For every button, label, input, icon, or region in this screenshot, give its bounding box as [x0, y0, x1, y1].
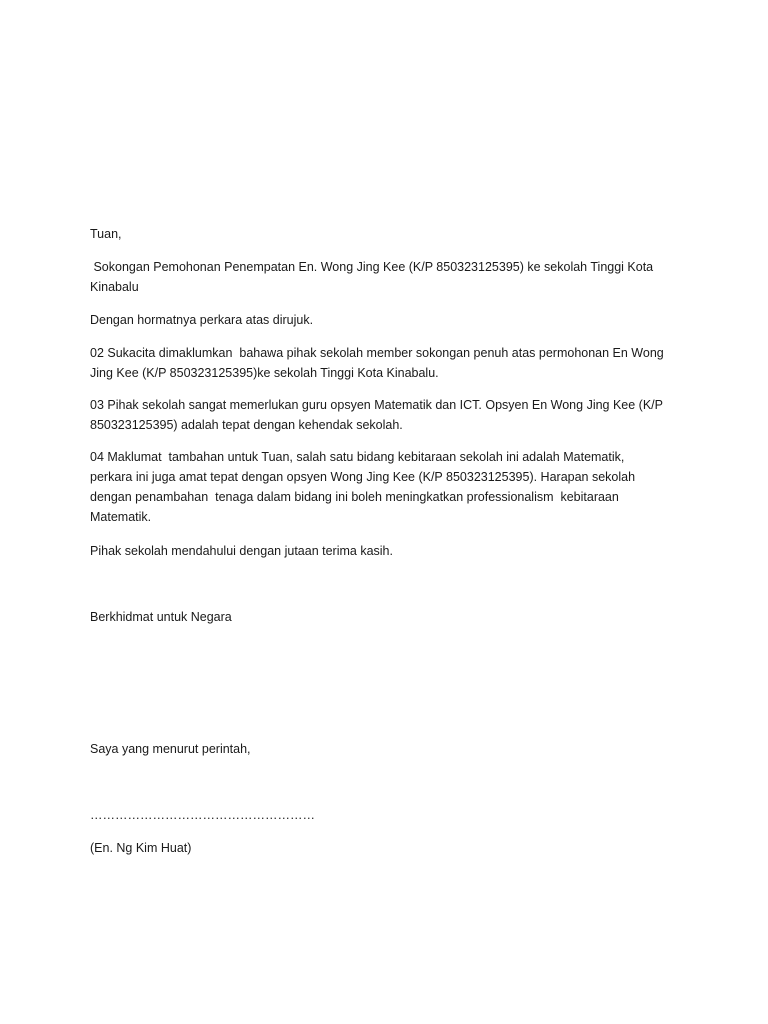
paragraph-04 — [90, 447, 680, 527]
signoff-text: Saya yang menurut perintah, — [90, 742, 251, 756]
paragraph-04-line-2: perkara ini juga amat tepat dengan opsyen Wong Jing Kee (K/P 850323125395). Harapan sekolah — [90, 470, 636, 484]
paragraph-04-line-4: Matematik. — [90, 510, 152, 524]
motto — [90, 607, 680, 627]
closing-text: Pihak sekolah mendahului dengan jutaan terima kasih. — [90, 544, 393, 558]
salutation — [90, 224, 680, 244]
salutation-text: Tuan, — [90, 227, 122, 241]
signature-dotted-line: ……………………………………………… — [90, 808, 315, 822]
signatory-name: (En. Ng Kim Huat) — [90, 841, 192, 855]
signatory — [90, 838, 680, 858]
subject-paragraph — [90, 257, 680, 297]
paragraph-02-line-1: 02 Sukacita dimaklumkan bahawa pihak sekolah member sokongan penuh atas permohonan En Wong — [90, 346, 664, 360]
signoff — [90, 739, 680, 759]
subject-line-2: Kinabalu — [90, 280, 139, 294]
paragraph-03 — [90, 395, 680, 435]
subject-line-1: Sokongan Pemohonan Penempatan En. Wong Jing Kee (K/P 850323125395) ke sekolah Tinggi Kota — [90, 260, 654, 274]
signature-line — [90, 805, 680, 825]
paragraph-03-line-1: 03 Pihak sekolah sangat memerlukan guru opsyen Matematik dan ICT. Opsyen En Wong Jing Kee (K/P — [90, 398, 663, 412]
paragraph-04-line-1: 04 Maklumat tambahan untuk Tuan, salah satu bidang kebitaraan sekolah ini adalah Matematik, — [90, 450, 625, 464]
closing-paragraph — [90, 541, 680, 561]
opening-text: Dengan hormatnya perkara atas dirujuk. — [90, 313, 314, 327]
paragraph-04-line-3: dengan penambahan tenaga dalam bidang ini boleh meningkatkan professionalism kebitaraan — [90, 490, 619, 504]
paragraph-02 — [90, 343, 680, 383]
paragraph-02-line-2: Jing Kee (K/P 850323125395)ke sekolah Tinggi Kota Kinabalu. — [90, 366, 439, 380]
motto-text: Berkhidmat untuk Negara — [90, 610, 232, 624]
opening-paragraph — [90, 310, 680, 330]
paragraph-03-line-2: 850323125395) adalah tepat dengan kehendak sekolah. — [90, 418, 403, 432]
